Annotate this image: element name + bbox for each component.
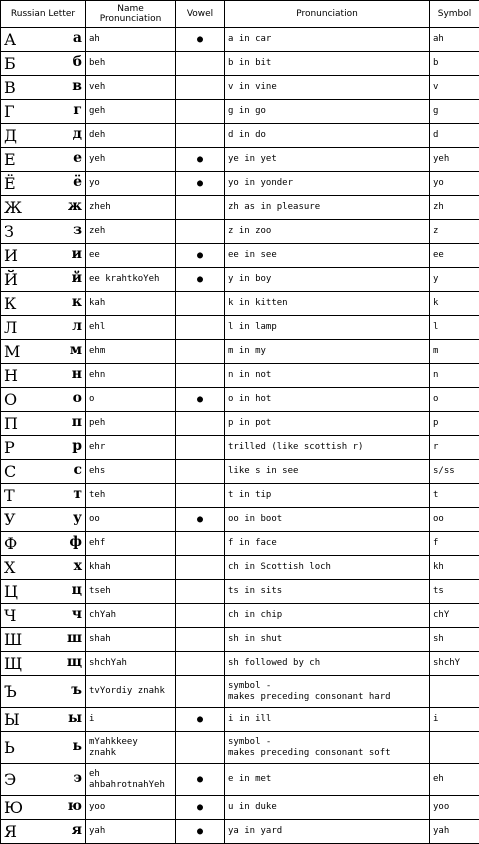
table-row [1,316,479,340]
vowel-cell [176,508,225,532]
table-row [1,436,479,460]
name-pronunciation-cell: veh [86,76,176,100]
symbol-cell: g [430,100,479,124]
name-pronunciation-cell: beh [86,52,176,76]
letter-cell [1,676,86,708]
lowercase-letter: т [73,486,82,502]
name-pronunciation-cell: chYah [86,604,176,628]
table-row [1,148,479,172]
letter-cell [1,604,86,628]
vowel-cell [176,100,225,124]
symbol-cell: s/ss [430,460,479,484]
letter-cell [1,708,86,732]
name-pronunciation-cell: shah [86,628,176,652]
lowercase-letter: а [73,30,82,46]
table-row [1,676,479,708]
name-pronunciation-cell: zheh [86,196,176,220]
table-row [1,28,479,52]
table-row [1,652,479,676]
pronunciation-cell: symbol - makes preceding consonant hard [225,676,430,708]
pronunciation-cell: o in hot [225,388,430,412]
name-pronunciation-cell: ehf [86,532,176,556]
uppercase-letter: Ё [4,174,16,193]
pronunciation-cell: sh followed by ch [225,652,430,676]
lowercase-letter: е [73,150,82,166]
uppercase-letter: Ц [4,582,18,601]
pronunciation-cell: e in met [225,764,430,796]
uppercase-letter: К [4,294,16,313]
table-row [1,708,479,732]
pronunciation-cell: ts in sits [225,580,430,604]
letter-cell [1,484,86,508]
vowel-cell [176,412,225,436]
name-pronunciation-cell: yoo [86,796,176,820]
symbol-cell: sh [430,628,479,652]
lowercase-letter: о [73,390,82,406]
lowercase-letter: щ [67,654,82,670]
letter-cell [1,292,86,316]
uppercase-letter: О [4,390,17,409]
pronunciation-cell: v in vine [225,76,430,100]
symbol-cell: k [430,292,479,316]
vowel-cell [176,532,225,556]
vowel-cell [176,732,225,764]
table-row [1,628,479,652]
lowercase-letter: д [73,126,82,142]
letter-cell [1,652,86,676]
uppercase-letter: Ф [4,534,17,553]
uppercase-letter: Н [4,366,18,385]
name-pronunciation-cell: tseh [86,580,176,604]
symbol-cell: yeh [430,148,479,172]
uppercase-letter: Ь [4,738,15,757]
letter-cell [1,364,86,388]
symbol-cell: eh [430,764,479,796]
header-vowel: Vowel [176,1,225,28]
symbol-cell [430,676,479,708]
table-row [1,532,479,556]
symbol-cell: shchY [430,652,479,676]
lowercase-letter: х [74,558,82,574]
lowercase-letter: у [73,510,82,526]
table-row [1,556,479,580]
symbol-cell: i [430,708,479,732]
lowercase-letter: б [73,54,82,70]
table-row [1,364,479,388]
name-pronunciation-cell: ee krahtkoYeh [86,268,176,292]
uppercase-letter: Й [4,270,18,289]
symbol-cell: zh [430,196,479,220]
uppercase-letter: Ю [4,798,23,817]
vowel-cell [176,364,225,388]
uppercase-letter: Ъ [4,682,17,701]
header-russian-letter: Russian Letter [1,1,86,28]
pronunciation-cell: u in duke [225,796,430,820]
vowel-cell [176,436,225,460]
lowercase-letter: э [73,770,82,786]
vowel-cell [176,764,225,796]
symbol-cell: chY [430,604,479,628]
lowercase-letter: ш [67,630,82,646]
lowercase-letter: ь [72,738,82,754]
pronunciation-cell: symbol - makes preceding consonant soft [225,732,430,764]
pronunciation-cell: f in face [225,532,430,556]
table-row [1,604,479,628]
vowel-cell [176,52,225,76]
symbol-cell: l [430,316,479,340]
letter-cell [1,532,86,556]
name-pronunciation-cell: i [86,708,176,732]
vowel-cell [176,124,225,148]
table-row [1,820,479,844]
pronunciation-cell: zh as in pleasure [225,196,430,220]
uppercase-letter: П [4,414,18,433]
symbol-cell: o [430,388,479,412]
uppercase-letter: Г [4,102,15,121]
vowel-cell [176,628,225,652]
name-pronunciation-cell: mYahkkeey znahk [86,732,176,764]
letter-cell [1,436,86,460]
vowel-cell [176,76,225,100]
pronunciation-cell: ch in Scottish loch [225,556,430,580]
table-row [1,244,479,268]
vowel-cell [176,652,225,676]
letter-cell [1,628,86,652]
pronunciation-cell: t in tip [225,484,430,508]
header-pronunciation: Pronunciation [225,1,430,28]
name-pronunciation-cell: geh [86,100,176,124]
pronunciation-cell: sh in shut [225,628,430,652]
letter-cell [1,556,86,580]
symbol-cell: p [430,412,479,436]
pronunciation-cell: p in pot [225,412,430,436]
uppercase-letter: Ы [4,710,20,729]
symbol-cell: r [430,436,479,460]
lowercase-letter: р [72,438,82,454]
lowercase-letter: ё [73,174,82,190]
symbol-cell: f [430,532,479,556]
uppercase-letter: Я [4,822,17,841]
symbol-cell: kh [430,556,479,580]
letter-cell [1,172,86,196]
lowercase-letter: я [72,822,82,838]
vowel-cell [176,340,225,364]
uppercase-letter: В [4,78,16,97]
letter-cell [1,76,86,100]
name-pronunciation-cell: eh ahbahrotnahYeh [86,764,176,796]
vowel-dot-icon: ● [197,774,203,785]
pronunciation-cell: n in not [225,364,430,388]
uppercase-letter: А [4,30,16,49]
vowel-dot-icon: ● [197,394,203,405]
pronunciation-cell: z in zoo [225,220,430,244]
pronunciation-cell: i in ill [225,708,430,732]
lowercase-letter: ф [69,534,82,550]
vowel-cell [176,196,225,220]
name-pronunciation-cell: zeh [86,220,176,244]
symbol-cell: y [430,268,479,292]
table-row [1,100,479,124]
lowercase-letter: л [72,318,82,334]
pronunciation-cell: y in boy [225,268,430,292]
uppercase-letter: У [4,510,16,529]
name-pronunciation-cell: yo [86,172,176,196]
symbol-cell [430,732,479,764]
lowercase-letter: ж [68,198,82,214]
pronunciation-cell: like s in see [225,460,430,484]
header-name-pronunciation: Name Pronunciation [86,1,176,28]
pronunciation-cell: ya in yard [225,820,430,844]
table-row [1,764,479,796]
vowel-cell [176,556,225,580]
lowercase-letter: й [72,270,82,286]
name-pronunciation-cell: shchYah [86,652,176,676]
name-pronunciation-cell: ehr [86,436,176,460]
vowel-cell [176,460,225,484]
letter-cell [1,52,86,76]
symbol-cell: z [430,220,479,244]
table-row [1,796,479,820]
letter-cell [1,820,86,844]
vowel-cell [176,316,225,340]
pronunciation-cell: ch in chip [225,604,430,628]
vowel-cell [176,268,225,292]
symbol-cell: ah [430,28,479,52]
letter-cell [1,796,86,820]
pronunciation-cell: ye in yet [225,148,430,172]
letter-cell [1,388,86,412]
vowel-cell [176,220,225,244]
table-row [1,268,479,292]
table-body [1,28,479,844]
table-row [1,508,479,532]
pronunciation-cell: l in lamp [225,316,430,340]
lowercase-letter: п [72,414,82,430]
name-pronunciation-cell: ah [86,28,176,52]
table-row [1,412,479,436]
name-pronunciation-cell: oo [86,508,176,532]
letter-cell [1,28,86,52]
pronunciation-cell: trilled (like scottish r) [225,436,430,460]
uppercase-letter: Х [4,558,15,577]
table-row [1,292,479,316]
symbol-cell: n [430,364,479,388]
uppercase-letter: Д [4,126,17,145]
name-pronunciation-cell: peh [86,412,176,436]
name-pronunciation-cell: o [86,388,176,412]
vowel-cell [176,676,225,708]
letter-cell [1,268,86,292]
letter-cell [1,460,86,484]
symbol-cell: t [430,484,479,508]
name-pronunciation-cell: ehs [86,460,176,484]
vowel-dot-icon: ● [197,826,203,837]
uppercase-letter: С [4,462,16,481]
lowercase-letter: м [70,342,82,358]
vowel-cell [176,796,225,820]
symbol-cell: ee [430,244,479,268]
name-pronunciation-cell: ee [86,244,176,268]
pronunciation-cell: a in car [225,28,430,52]
symbol-cell: d [430,124,479,148]
vowel-dot-icon: ● [197,34,203,45]
table-row [1,220,479,244]
symbol-cell: m [430,340,479,364]
letter-cell [1,244,86,268]
name-pronunciation-cell: tvYordiy znahk [86,676,176,708]
letter-cell [1,124,86,148]
symbol-cell: ts [430,580,479,604]
lowercase-letter: н [72,366,82,382]
table-row [1,484,479,508]
uppercase-letter: М [4,342,20,361]
letter-cell [1,732,86,764]
vowel-cell [176,28,225,52]
vowel-cell [176,484,225,508]
header-row [1,1,479,28]
vowel-dot-icon: ● [197,154,203,165]
lowercase-letter: к [72,294,82,310]
name-pronunciation-cell: yah [86,820,176,844]
table-row [1,460,479,484]
lowercase-letter: ч [72,606,82,622]
letter-cell [1,220,86,244]
vowel-cell [176,604,225,628]
letter-cell [1,412,86,436]
vowel-dot-icon: ● [197,178,203,189]
uppercase-letter: Э [4,770,16,789]
uppercase-letter: Ч [4,606,16,625]
letter-cell [1,100,86,124]
table-row [1,172,479,196]
name-pronunciation-cell: teh [86,484,176,508]
uppercase-letter: З [4,222,14,241]
pronunciation-cell: ee in see [225,244,430,268]
vowel-cell [176,148,225,172]
lowercase-letter: в [72,78,82,94]
table-row [1,388,479,412]
name-pronunciation-cell: deh [86,124,176,148]
pronunciation-cell: oo in boot [225,508,430,532]
vowel-cell [176,292,225,316]
lowercase-letter: с [73,462,82,478]
symbol-cell: v [430,76,479,100]
table-row [1,76,479,100]
symbol-cell: yoo [430,796,479,820]
letter-cell [1,508,86,532]
uppercase-letter: Т [4,486,15,505]
table-row [1,124,479,148]
header-symbol: Symbol [430,1,479,28]
letter-cell [1,764,86,796]
vowel-dot-icon: ● [197,514,203,525]
vowel-cell [176,708,225,732]
uppercase-letter: Б [4,54,16,73]
vowel-dot-icon: ● [197,802,203,813]
lowercase-letter: и [72,246,82,262]
name-pronunciation-cell: yeh [86,148,176,172]
uppercase-letter: Щ [4,654,22,673]
vowel-dot-icon: ● [197,250,203,261]
lowercase-letter: з [73,222,82,238]
symbol-cell: yo [430,172,479,196]
vowel-dot-icon: ● [197,714,203,725]
vowel-dot-icon: ● [197,274,203,285]
name-pronunciation-cell: ehn [86,364,176,388]
uppercase-letter: Ш [4,630,22,649]
symbol-cell: oo [430,508,479,532]
table-row [1,732,479,764]
pronunciation-cell: g in go [225,100,430,124]
name-pronunciation-cell: khah [86,556,176,580]
name-pronunciation-cell: ehm [86,340,176,364]
table-row [1,52,479,76]
pronunciation-cell: k in kitten [225,292,430,316]
pronunciation-cell: yo in yonder [225,172,430,196]
letter-cell [1,316,86,340]
vowel-cell [176,388,225,412]
symbol-cell: b [430,52,479,76]
letter-cell [1,580,86,604]
pronunciation-cell: b in bit [225,52,430,76]
letter-cell [1,148,86,172]
lowercase-letter: ъ [71,682,82,698]
lowercase-letter: ы [68,710,82,726]
vowel-cell [176,172,225,196]
table-row [1,196,479,220]
lowercase-letter: г [73,102,82,118]
name-pronunciation-cell: kah [86,292,176,316]
pronunciation-cell: m in my [225,340,430,364]
table-row [1,340,479,364]
letter-cell [1,340,86,364]
name-pronunciation-cell: ehl [86,316,176,340]
vowel-cell [176,580,225,604]
uppercase-letter: И [4,246,18,265]
symbol-cell: yah [430,820,479,844]
table-row [1,580,479,604]
uppercase-letter: Е [4,150,16,169]
uppercase-letter: Л [4,318,17,337]
uppercase-letter: Р [4,438,15,457]
letter-cell [1,196,86,220]
lowercase-letter: ц [72,582,82,598]
uppercase-letter: Ж [4,198,22,217]
pronunciation-cell: d in do [225,124,430,148]
lowercase-letter: ю [68,798,82,814]
vowel-cell [176,244,225,268]
vowel-cell [176,820,225,844]
